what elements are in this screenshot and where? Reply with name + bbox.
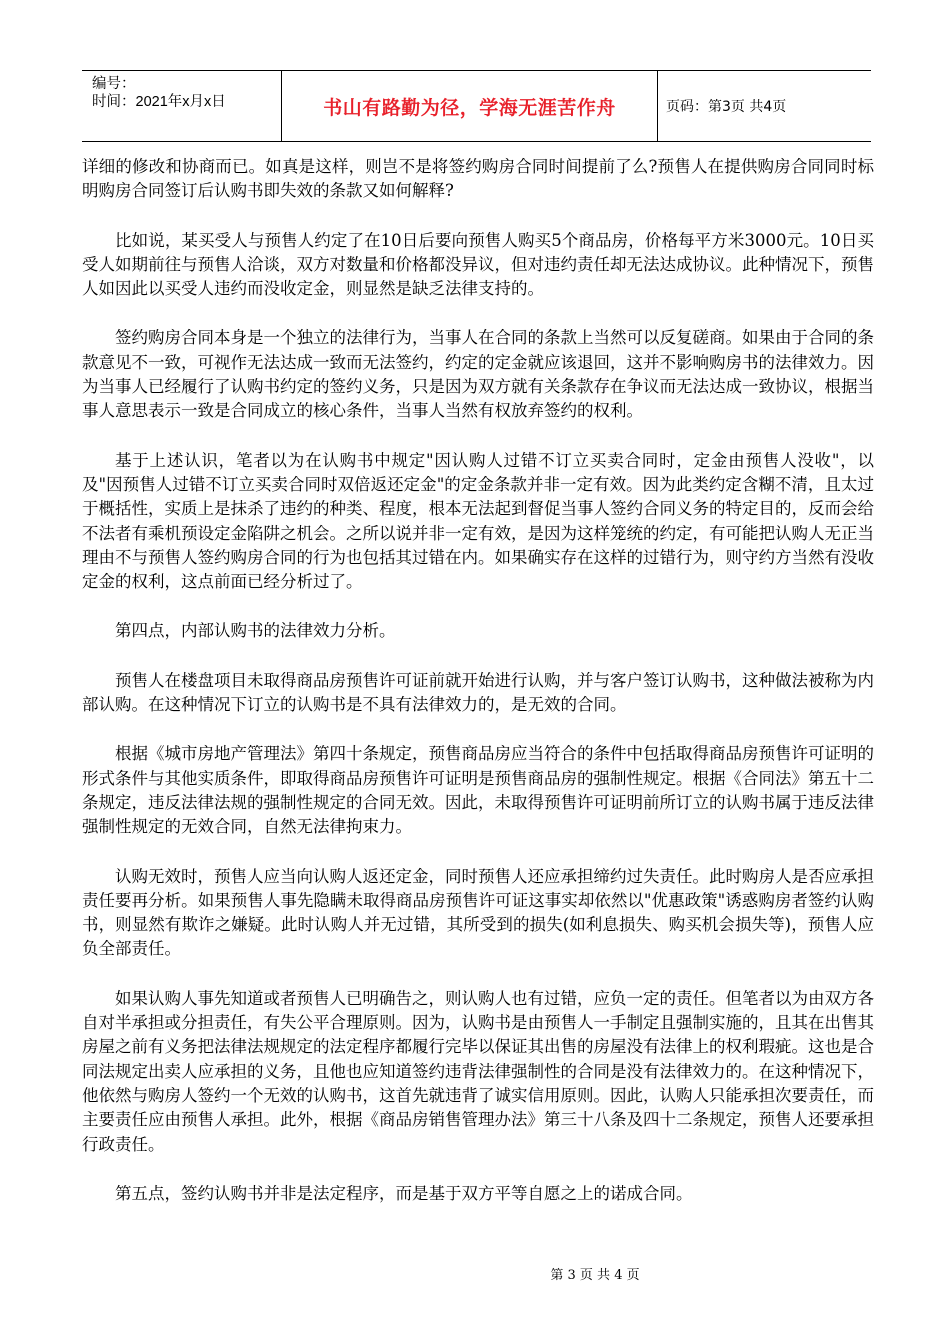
- section-heading: 第五点，签约认购书并非是法定程序，而是基于双方平等自愿之上的诺成合同。: [115, 1183, 693, 1203]
- header-page-label: 页码：第3页 共4页: [666, 99, 787, 115]
- page-header: [82, 70, 871, 142]
- header-motto-cell: [282, 71, 658, 141]
- paragraph: 认购无效时，预售人应当向认购人返还定金，同时预售人还应承担缔约过失责任。此时购房人是否应承担责任要再分析。如果预售人事先隐瞒未取得商品房预售许可证这事实却依然以"优惠政策"诱惑购房者签约认购书，则显然有欺诈之嫌疑。此时认购人并无过错，其所受到的损失(如利息损失、购买机会损失等)，预售人应负全部责任。: [82, 866, 874, 959]
- paragraph: 如果认购人事先知道或者预售人已明确告之，则认购人也有过错，应负一定的责任。但笔者以为由双方各自对半承担或分担责任，有失公平合理原则。因为，认购书是由预售人一手制定且强制实施的，且其在出售其房屋之前有义务把法律法规规定的法定程序都履行完毕以保证其出售的房屋没有法律上的权利瑕疵。这也是合同法规定出卖人应承担的义务，且他也应知道签约违背法律强制性的合同是没有法律效力的。在这种情况下，他依然与购房人签约一个无效的认购书，这首先就违背了诚实信用原则。因此，认购人只能承担次要责任，而主要责任应由预售人承担。此外，根据《商品房销售管理办法》第三十八条及四十二条规定，预售人还要承担行政责任。: [82, 988, 874, 1154]
- footer-page-number: 第 3 页 共 4 页: [550, 1268, 640, 1283]
- header-motto: 书山有路勤为径，学海无涯苦作舟: [323, 96, 616, 119]
- paragraph: 预售人在楼盘项目未取得商品房预售许可证前就开始进行认购，并与客户签订认购书，这种做法被称为内部认购。在这种情况下订立的认购书是不具有法律效力的，是无效的合同。: [82, 670, 874, 715]
- document-body: [82, 155, 874, 1231]
- document-number-label: 编号：: [92, 76, 136, 92]
- paragraph: 比如说，某买受人与预售人约定了在10日后要向预售人购买5个商品房，价格每平方米3000元。10日买受人如期前往与预售人洽谈，双方对数量和价格都没异议，但对违约责任却无法达成协议。此种情况下，预售人如因此以买受人违约而没收定金，则显然是缺乏法律支持的。: [82, 230, 874, 299]
- page-footer: [0, 1264, 950, 1283]
- document-time-label: 时间：2021年x月x日: [92, 94, 226, 110]
- header-meta: [82, 71, 282, 141]
- header-page-cell: [658, 71, 871, 141]
- paragraph: 根据《城市房地产管理法》第四十条规定，预售商品房应当符合的条件中包括取得商品房预售许可证明的形式条件与其他实质条件，即取得商品房预售许可证明是预售商品房的强制性规定。根据《合同法》第五十二条规定，违反法律法规的强制性规定的合同无效。因此，未取得预售许可证明前所订立的认购书属于违反法律强制性规定的无效合同，自然无法律拘束力。: [82, 744, 874, 837]
- paragraph: 签约购房合同本身是一个独立的法律行为，当事人在合同的条款上当然可以反复磋商。如果由于合同的条款意见不一致，可视作无法达成一致而无法签约，约定的定金就应该退回，这并不影响购房书的法律效力。因为当事人已经履行了认购书约定的签约义务，只是因为双方就有关条款存在争议而无法达成一致协议，根据当事人意思表示一致是合同成立的核心条件，当事人当然有权放弃签约的权利。: [82, 328, 874, 421]
- section-heading: 第四点，内部认购书的法律效力分析。: [115, 621, 396, 641]
- paragraph: 基于上述认识，笔者以为在认购书中规定"因认购人过错不订立买卖合同时，定金由预售人没收"，以及"因预售人过错不订立买卖合同时双倍返还定金"的定金条款并非一定有效。因为此类约定含糊不清，且太过于概括性，实质上是抹杀了违约的种类、程度，根本无法起到督促当事人签约合同义务的特定目的，反而会给不法者有乘机预设定金陷阱之机会。之所以说并非一定有效，是因为这样笼统的约定，有可能把认购人无正当理由不与预售人签约购房合同的行为也包括其过错在内。如果确实存在这样的过错行为，则守约方当然有没收定金的权利，这点前面已经分析过了。: [82, 450, 874, 592]
- paragraph: 详细的修改和协商而已。如真是这样，则岂不是将签约购房合同时间提前了么?预售人在提供购房合同同时标明购房合同签订后认购书即失效的条款又如何解释?: [82, 157, 874, 201]
